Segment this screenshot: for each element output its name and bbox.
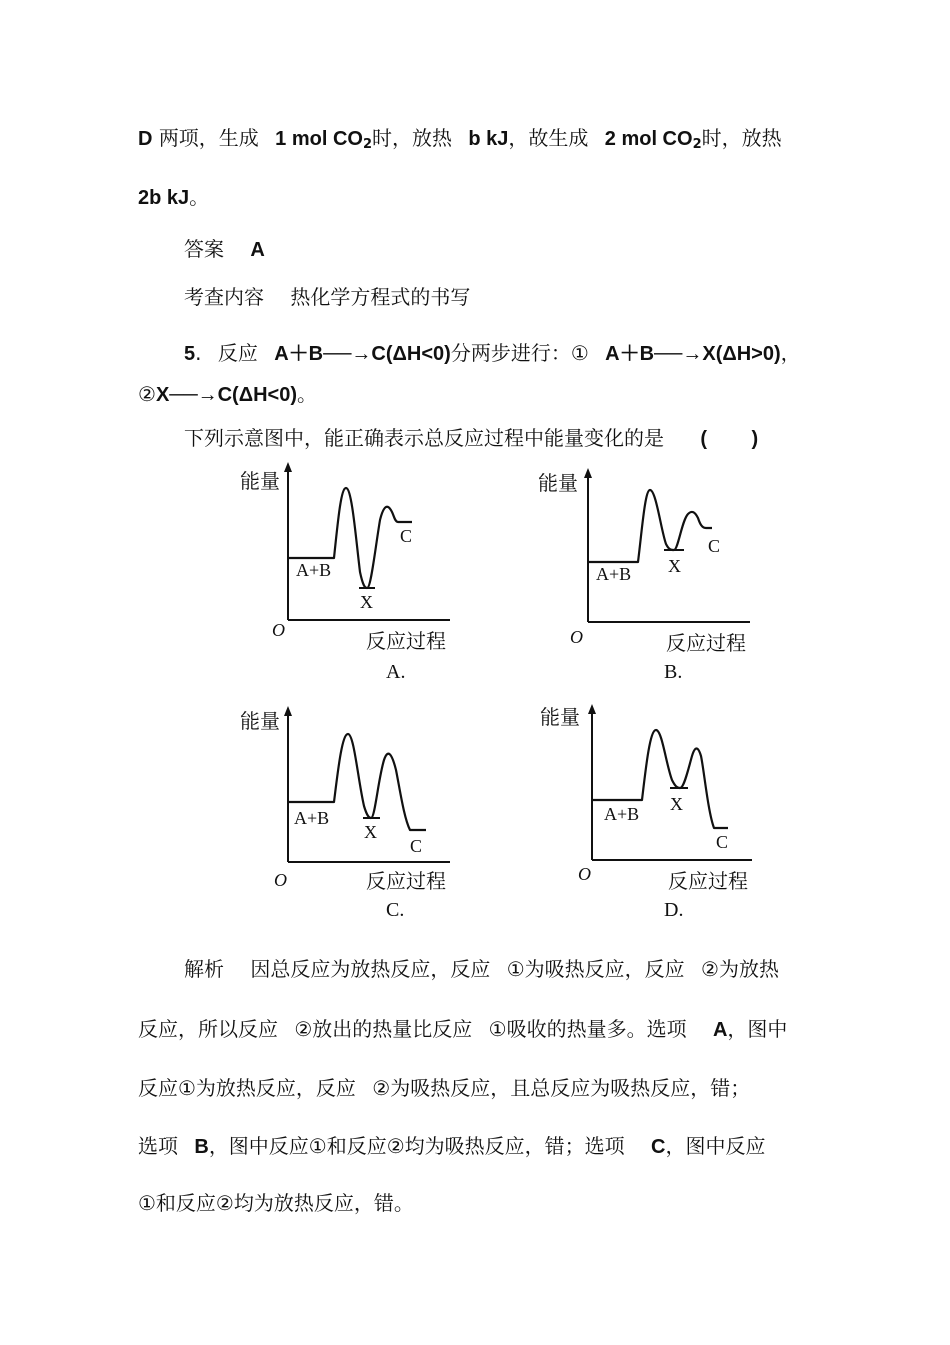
answer-label: 答案	[184, 237, 224, 261]
answer-value: A	[250, 239, 265, 261]
analysis-text: ，图中	[727, 1017, 788, 1041]
question-text: 。	[297, 382, 318, 406]
subscript: 2	[692, 137, 702, 152]
intro-line-2	[138, 183, 209, 212]
analysis-line-2	[138, 1015, 787, 1044]
question-text: 分两步进行：①	[450, 341, 589, 365]
y-axis-label: 能量	[538, 471, 578, 495]
x-axis-label: 反应过程	[666, 631, 746, 655]
analysis-text: 选项	[138, 1134, 178, 1158]
intermediate-label: X	[670, 794, 683, 814]
intermediate-label: X	[360, 592, 373, 612]
question-prompt	[184, 424, 758, 453]
x-axis-label: 反应过程	[668, 869, 748, 893]
y-axis-arrow	[284, 462, 292, 472]
analysis-text: 因总反应为放热反应，反应	[250, 957, 491, 981]
intermediate-label: X	[364, 822, 377, 842]
analysis-text: ①吸收的热量多。选项	[488, 1017, 687, 1041]
diagram-c	[230, 700, 470, 930]
analysis-text: ②放出的热量比反应	[294, 1017, 473, 1041]
option-label: D.	[664, 899, 684, 921]
analysis-text: 反应①为放热反应，反应	[138, 1076, 356, 1100]
x-axis-label: 反应过程	[366, 869, 446, 893]
answer-bracket: ( )	[700, 428, 759, 450]
co2-amount-2: 2 mol CO	[604, 128, 693, 150]
equation-overall: A＋B──→C(ΔH<0)	[274, 343, 451, 365]
equation-step-1: A＋B──→X(ΔH>0)	[605, 343, 781, 365]
topic-label: 考查内容	[184, 285, 264, 309]
diagram-b	[530, 460, 770, 690]
analysis-line-5	[138, 1189, 414, 1217]
analysis-text: ①和反应②均为放热反应，错。	[138, 1191, 414, 1215]
intermediate-label: X	[668, 556, 681, 576]
y-axis-arrow	[588, 704, 596, 714]
reactant-label: A+B	[296, 560, 332, 580]
origin-label: O	[570, 627, 583, 647]
product-label: C	[410, 836, 423, 856]
product-label: C	[708, 536, 721, 556]
option-ref: C	[651, 1136, 666, 1158]
question-text: ，	[780, 341, 801, 365]
diagram-a	[230, 460, 470, 690]
co2-amount-1: 1 mol CO	[275, 128, 363, 150]
analysis-label: 解析	[184, 957, 224, 981]
answer-line	[184, 235, 265, 264]
option-label: B.	[664, 661, 683, 683]
question-prompt-text: 下列示意图中，能正确表示总反应过程中能量变化的是	[184, 426, 664, 450]
y-axis-arrow	[584, 468, 592, 478]
topic-value: 热化学方程式的书写	[290, 285, 471, 309]
question-text: 反应	[217, 341, 258, 365]
question-number: 5	[184, 343, 196, 365]
product-label: C	[716, 832, 729, 852]
analysis-line-4	[138, 1132, 765, 1161]
option-d-ref: D	[138, 128, 153, 150]
y-axis-label: 能量	[540, 705, 580, 729]
energy-curve	[588, 490, 712, 562]
y-axis-label: 能量	[240, 709, 280, 733]
origin-label: O	[272, 620, 285, 640]
product-label: C	[400, 526, 413, 546]
question-line-2	[138, 380, 317, 409]
origin-label: O	[274, 870, 287, 890]
subscript: 2	[362, 137, 373, 152]
analysis-line-1	[184, 955, 779, 983]
topic-line	[184, 283, 470, 311]
option-ref: A	[712, 1019, 728, 1041]
question-line-1	[184, 339, 801, 368]
heat-value-2: 2b kJ	[138, 187, 190, 209]
equation-step-2: X──→C(ΔH<0)	[155, 384, 298, 406]
question-dot: .	[195, 341, 202, 365]
y-axis-label: 能量	[240, 469, 280, 493]
analysis-text: ②为吸热反应，且总反应为吸热反应，错；	[372, 1076, 751, 1100]
intro-text: 时，放热	[372, 126, 453, 150]
intro-text: 两项，生成	[158, 126, 259, 150]
analysis-text: ，图中反应①和反应②均为吸热反应，错；选项	[208, 1134, 625, 1158]
reactant-label: A+B	[596, 564, 632, 584]
analysis-text: ，图中反应	[665, 1134, 766, 1158]
option-label: A.	[386, 661, 406, 683]
x-axis-label: 反应过程	[366, 629, 446, 653]
option-label: C.	[386, 899, 405, 921]
analysis-line-3	[138, 1074, 750, 1102]
reactant-label: A+B	[604, 804, 640, 824]
y-axis-arrow	[284, 706, 292, 716]
origin-label: O	[578, 864, 591, 884]
intro-text: ，故生成	[508, 126, 589, 150]
intro-text: 。	[189, 185, 210, 209]
option-ref: B	[194, 1136, 209, 1158]
diagram-d	[530, 700, 770, 930]
reactant-label: A+B	[294, 808, 330, 828]
step-2-marker: ②	[138, 382, 156, 406]
analysis-text: ①为吸热反应，反应	[506, 957, 685, 981]
intro-text: 时，放热	[701, 126, 782, 150]
heat-value: b kJ	[468, 128, 509, 150]
analysis-text: ②为放热	[701, 957, 779, 981]
intro-line-1	[138, 124, 782, 156]
analysis-text: 反应，所以反应	[138, 1017, 278, 1041]
